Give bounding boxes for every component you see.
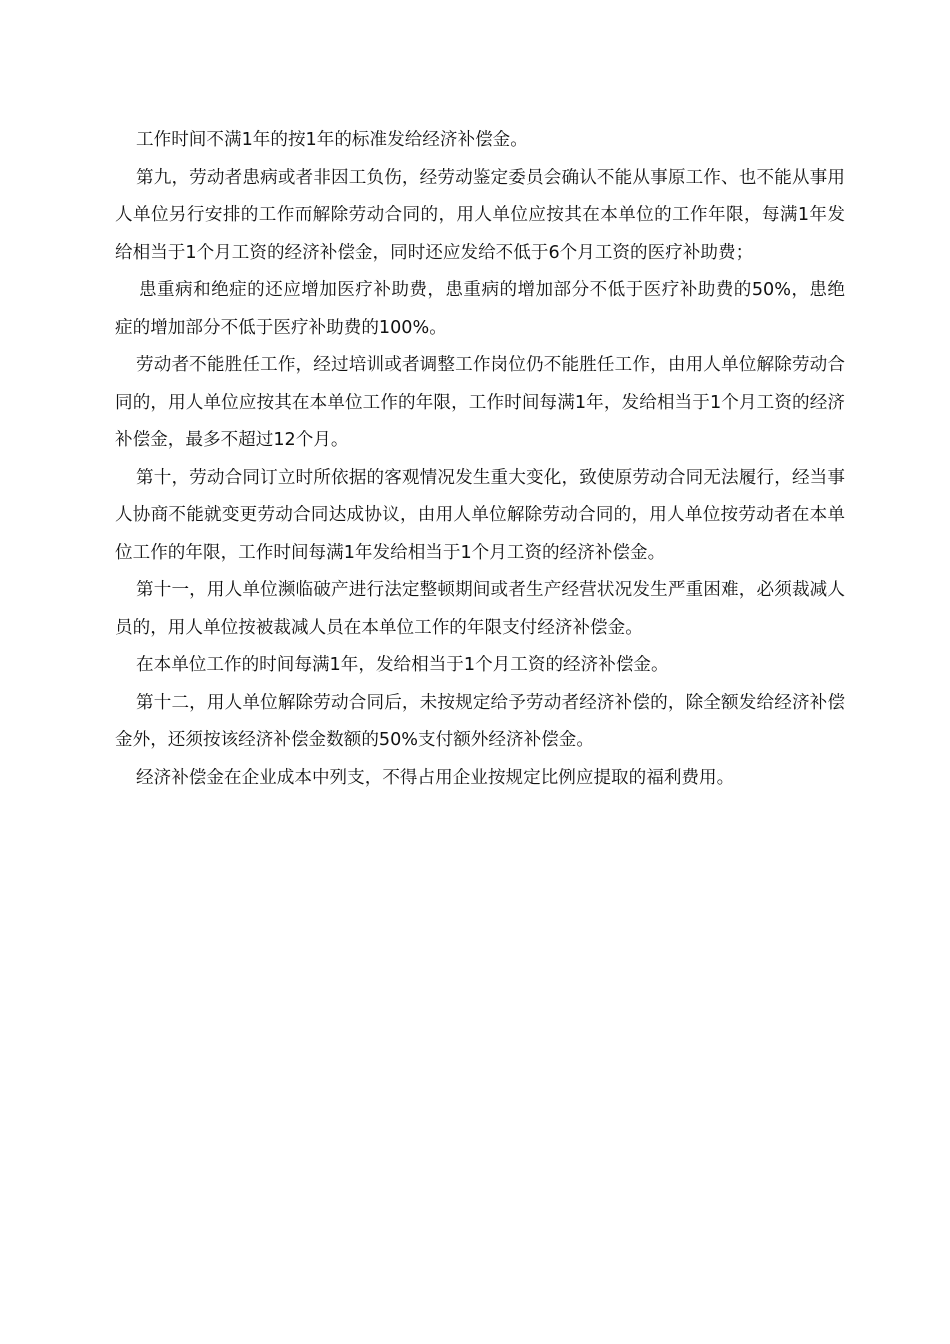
paragraph-7: 在本单位工作的时间每满1年，发给相当于1个月工资的经济补偿金。: [136, 655, 669, 675]
paragraph-9: 经济补偿金在企业成本中列支，不得占用企业按规定比例应提取的福利费用。: [136, 767, 735, 788]
paragraph-4: 劳动者不能胜任工作，经过培训或者调整工作岗位仍不能胜任工作，由用人单位解除劳动合同的，用人单位应按其在本单位工作的年限，工作时间每满1年，发给相当于1个月工资的经济补偿金，最多不超过12个月。: [115, 355, 845, 450]
paragraph-1: 工作时间不满1年的按1年的标准发给经济补偿金。: [136, 130, 528, 150]
document-body: [115, 122, 845, 797]
paragraph-2-article-9: 第九，劳动者患病或者非因工负伤，经劳动鉴定委员会确认不能从事原工作、也不能从事用人单位另行安排的工作而解除劳动合同的，用人单位应按其在本单位的工作年限，每满1年发给相当于1个月工资的经济补偿金，同时还应发给不低于6个月工资的医疗补助费；: [115, 167, 845, 263]
paragraph-6-article-11: 第十一，用人单位濒临破产进行法定整顿期间或者生产经营状况发生严重困难，必须裁减人员的，用人单位按被裁减人员在本单位工作的年限支付经济补偿金。: [115, 580, 845, 638]
paragraph-5-article-10: 第十，劳动合同订立时所依据的客观情况发生重大变化，致使原劳动合同无法履行，经当事人协商不能就变更劳动合同达成协议，由用人单位解除劳动合同的，用人单位按劳动者在本单位工作的年限，工作时间每满1年发给相当于1个月工资的经济补偿金。: [115, 467, 845, 563]
paragraph-8-article-12: 第十二，用人单位解除劳动合同后，未按规定给予劳动者经济补偿的，除全额发给经济补偿金外，还须按该经济补偿金数额的50%支付额外经济补偿金。: [115, 692, 845, 750]
paragraph-3: 患重病和绝症的还应增加医疗补助费，患重病的增加部分不低于医疗补助费的50%，患绝症的增加部分不低于医疗补助费的100%。: [115, 280, 845, 338]
